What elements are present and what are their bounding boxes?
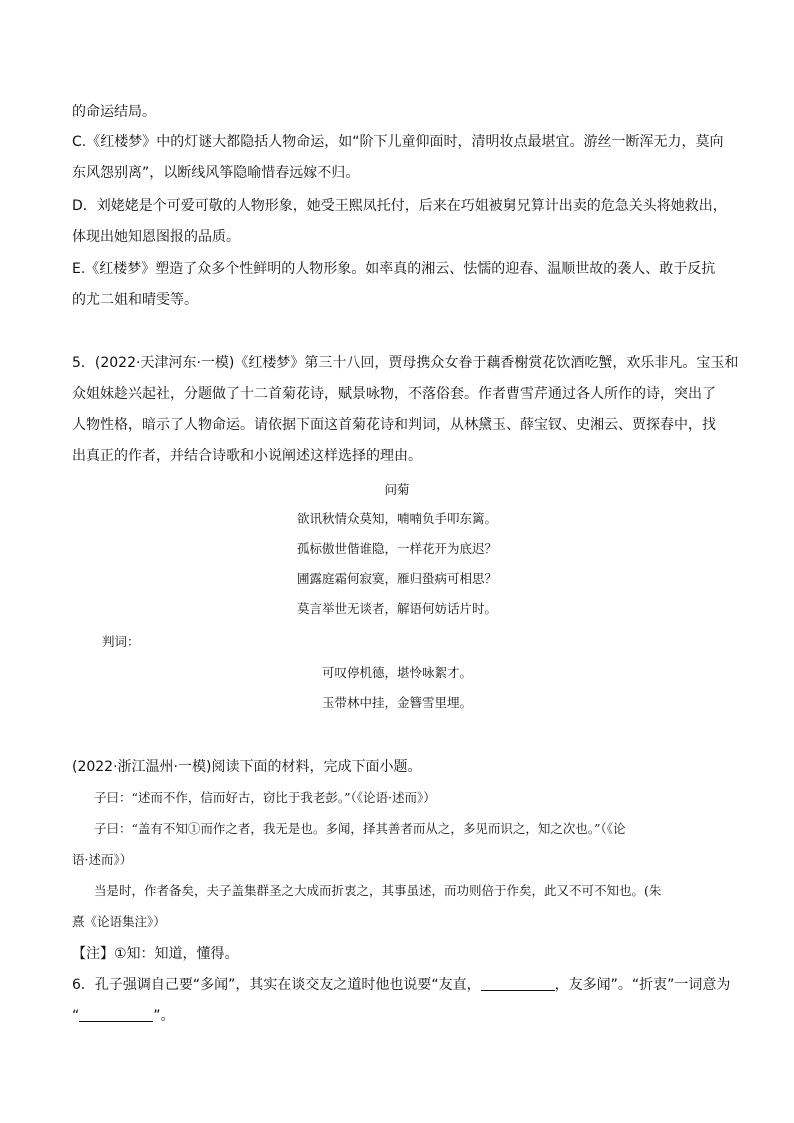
poem-line-1: 欲讯秋情众莫知，喃喃负手叩东篱。 (296, 511, 497, 526)
question-5-line-2: 众姐妹趁兴起社，分题做了十二首菊花诗，赋景咏物，不落俗套。作者曹雪芹通过各人所作的诗，突出了 (72, 386, 716, 402)
annotation-note: 【注】①知：知道，懂得。 (72, 946, 239, 962)
poem-line-3: 圃露庭霜何寂寞，雁归蛩病可相思？ (296, 571, 497, 586)
poem-line-4: 莫言举世无谈者，解语何妨话片时。 (296, 601, 497, 616)
question-6-quote-close: ”。 (153, 1008, 175, 1024)
question-5-line-3: 人物性格，暗示了人物命运。请依据下面这首菊花诗和判词，从林黛玉、薛宝钗、史湘云、贾探春中，找 (72, 417, 716, 433)
panci-line-2: 玉带林中挂，金簪雪里埋。 (321, 695, 472, 710)
quote-2-line-1: 子曰：“盖有不知①而作之者，我无是也。多闻，择其善者而从之，多见而识之，知之次也。”（《论 (94, 821, 626, 836)
option-c-line-2: 东风怨别离”，以断线风筝隐喻惜春远嫁不归。 (72, 165, 360, 181)
reading-intro: (2022·浙江温州·一模)阅读下面的材料，完成下面小题。 (72, 759, 422, 775)
option-c-line-1: C.《红楼梦》中的灯谜大都隐括人物命运，如“阶下儿童仰面时，清明妆点最堪宜。游丝一断浑无力，莫向 (72, 134, 724, 150)
question-6-quote-open: “ (72, 1008, 80, 1024)
quote-3-line-1: 当是时，作者备矣，夫子盖集群圣之大成而折衷之，其事虽述，而功则倍于作矣，此又不可不知也。(朱 (94, 883, 662, 898)
question-6-text-a: 6．孔子强调自己要“多闻”，其实在谈交友之道时他也说要“友直， (72, 977, 481, 993)
answer-blank-1[interactable] (481, 976, 555, 991)
panci-line-1: 可叹停机德，堪怜咏絮才。 (321, 665, 472, 680)
option-e-line-2: 的尤二姐和晴雯等。 (72, 292, 198, 308)
option-b-ending: 的命运结局。 (72, 104, 156, 120)
option-e-line-1: E.《红楼梦》塑造了众多个性鲜明的人物形象。如率真的湘云、怯懦的迎春、温顺世故的袭人、敢于反抗 (72, 261, 716, 277)
quote-1: 子曰：“述而不作，信而好古，窃比于我老彭。”（《论语·述而》） (94, 790, 436, 805)
answer-blank-2[interactable] (79, 1007, 153, 1022)
quote-3-line-2: 熹《论语集注》） (72, 914, 166, 929)
quote-2-line-2: 语·述而》） (72, 852, 133, 867)
panci-label: 判词： (102, 634, 140, 649)
question-5-line-1: 5．(2022·天津河东·一模)《红楼梦》第三十八回，贾母携众女眷于藕香榭赏花饮酒吃蟹，欢乐非凡。宝玉和 (72, 355, 739, 371)
question-6-line-1 (72, 975, 730, 995)
poem-title: 问菊 (384, 482, 410, 497)
question-6-text-b: ，友多闻”。“折衷”一词意为 (554, 977, 731, 993)
poem-line-2: 孤标傲世偕谁隐，一样花开为底迟？ (296, 541, 497, 556)
question-6-line-2 (72, 1006, 175, 1026)
option-d-line-2: 体现出她知恩图报的品质。 (72, 229, 240, 245)
option-d-line-1: D．刘姥姥是个可爱可敬的人物形象，她受王熙凤托付，后来在巧姐被舅兄算计出卖的危急关头将她救出， (72, 198, 727, 214)
question-5-line-4: 出真正的作者，并结合诗歌和小说阐述这样选择的理由。 (72, 448, 422, 464)
